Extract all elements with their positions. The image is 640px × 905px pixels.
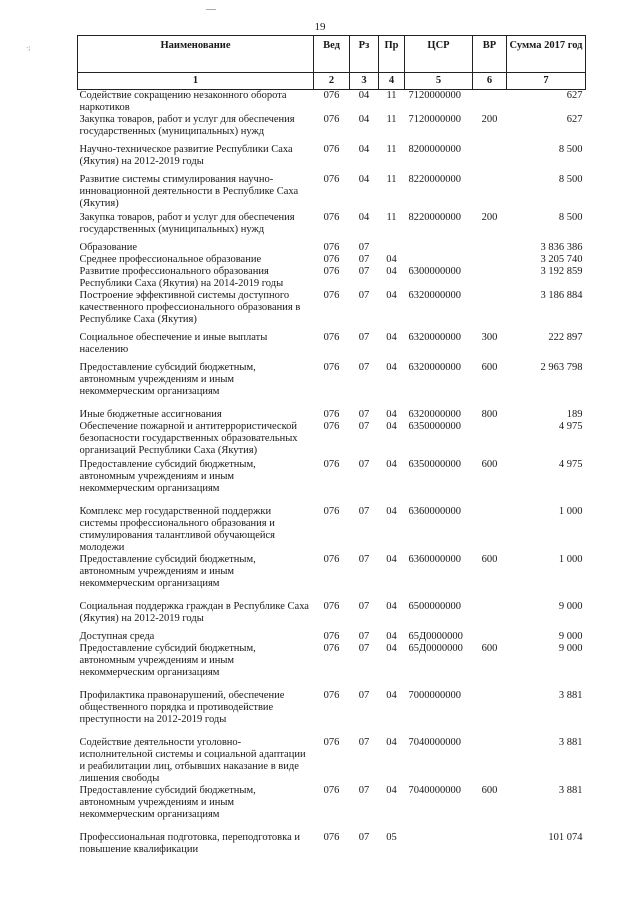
row-rz: 07	[358, 409, 370, 420]
row-sum: 8 500	[558, 174, 583, 185]
row-csr: 6360000000	[408, 506, 461, 517]
row-csr: 7120000000	[408, 90, 461, 101]
header-pr: Пр	[379, 36, 405, 73]
row-csr	[405, 254, 473, 266]
row-csr: 7000000000	[408, 690, 461, 701]
row-pr: 04	[386, 254, 397, 265]
row-vr	[473, 631, 507, 643]
row-csr: 65Д0000000	[408, 631, 463, 642]
row-sum: 222 897	[548, 332, 583, 343]
row-sum: 4 975	[558, 459, 583, 470]
row-sum: 189	[566, 409, 583, 420]
table-row	[78, 421, 586, 459]
row-csr: 7040000000	[408, 785, 461, 796]
row-name: Обеспечение пожарной и антитеррористической безопасности государственных образовательных организаций Республики Саха (Якутия)	[79, 421, 298, 456]
row-vr: 600	[481, 362, 498, 373]
row-csr: 65Д0000000	[408, 643, 463, 654]
row-name: Профилактика правонарушений, обеспечение общественного порядка и противодействие преступности на 2012-2019 годы	[79, 690, 285, 725]
row-csr: 7040000000	[408, 737, 461, 748]
row-pr: 04	[386, 421, 397, 432]
row-ved: 076	[323, 332, 340, 343]
row-name: Развитие системы стимулирования научно-инновационной деятельности в Республике Саха (Якутия)	[79, 174, 299, 209]
row-csr: 8200000000	[408, 144, 461, 155]
row-vr	[473, 690, 507, 737]
row-rz: 04	[358, 174, 370, 185]
row-rz: 07	[358, 290, 370, 301]
table-row	[78, 785, 586, 832]
row-vr: 200	[481, 212, 498, 223]
row-name: Социальная поддержка граждан в Республике Саха (Якутия) на 2012-2019 годы	[79, 601, 309, 624]
header-ved: Вед	[314, 36, 350, 73]
row-pr: 04	[386, 737, 397, 748]
row-pr: 04	[386, 332, 397, 343]
row-sum: 3 881	[558, 690, 583, 701]
margin-mark: ·;	[26, 44, 31, 52]
row-rz: 07	[358, 332, 370, 343]
column-number: 4	[379, 73, 405, 90]
row-ved: 076	[323, 643, 340, 654]
row-vr: 200	[481, 114, 498, 125]
row-ved: 076	[323, 212, 340, 223]
row-rz: 07	[358, 254, 370, 265]
table-row	[78, 631, 586, 643]
table-row	[78, 409, 586, 421]
table-row	[78, 362, 586, 409]
row-ved: 076	[323, 421, 340, 432]
row-sum: 627	[566, 90, 583, 101]
table-row	[78, 554, 586, 601]
table-row	[78, 144, 586, 174]
row-sum: 9 000	[558, 601, 583, 612]
row-rz: 07	[358, 601, 370, 612]
row-vr	[473, 601, 507, 631]
row-rz: 07	[358, 506, 370, 517]
table-row	[78, 114, 586, 144]
row-vr	[473, 290, 507, 332]
row-ved: 076	[323, 409, 340, 420]
table-row	[78, 332, 586, 362]
row-name: Предоставление субсидий бюджетным, автономным учреждениям и иным некоммерческим организациям	[79, 643, 256, 678]
column-number: 5	[405, 73, 473, 90]
row-vr: 600	[481, 785, 498, 796]
table-row	[78, 690, 586, 737]
row-ved: 076	[323, 459, 340, 470]
row-pr: 11	[386, 114, 397, 125]
row-vr: 300	[481, 332, 498, 343]
row-rz: 07	[358, 266, 370, 277]
row-pr: 11	[386, 174, 397, 185]
row-csr: 6320000000	[408, 290, 461, 301]
row-csr: 6320000000	[408, 332, 461, 343]
header-vr: ВР	[473, 36, 507, 73]
table-row	[78, 212, 586, 242]
row-rz: 04	[358, 90, 370, 101]
row-vr	[473, 90, 507, 115]
row-vr: 600	[481, 554, 498, 565]
row-sum: 9 000	[558, 643, 583, 654]
row-rz: 07	[358, 832, 370, 843]
table-row	[78, 737, 586, 785]
row-ved: 076	[323, 290, 340, 301]
row-ved: 076	[323, 506, 340, 517]
row-name: Закупка товаров, работ и услуг для обеспечения государственных (муниципальных) нужд	[79, 212, 295, 235]
row-sum: 3 186 884	[540, 290, 583, 301]
top-scan-mark	[206, 9, 216, 10]
row-pr: 04	[386, 690, 397, 701]
column-number: 2	[314, 73, 350, 90]
header-rz: Рз	[350, 36, 379, 73]
column-number: 1	[78, 73, 314, 90]
row-vr	[473, 832, 507, 856]
row-name: Предоставление субсидий бюджетным, автономным учреждениям и иным некоммерческим организациям	[79, 362, 256, 397]
table-row	[78, 459, 586, 506]
row-ved: 076	[323, 737, 340, 748]
table-row	[78, 290, 586, 332]
row-ved: 076	[323, 114, 340, 125]
row-pr: 04	[386, 409, 397, 420]
table-row	[78, 266, 586, 290]
column-number: 7	[507, 73, 586, 90]
table-row	[78, 90, 586, 115]
row-sum: 2 963 798	[540, 362, 583, 373]
row-rz: 04	[358, 144, 370, 155]
row-pr: 11	[386, 90, 397, 101]
row-sum: 1 000	[558, 554, 583, 565]
row-name: Научно-техническое развитие Республики Саха (Якутия) на 2012-2019 годы	[79, 144, 293, 167]
row-csr: 8220000000	[408, 212, 461, 223]
table-row	[78, 601, 586, 631]
row-csr: 6350000000	[408, 459, 461, 470]
row-ved: 076	[323, 631, 340, 642]
header-csr: ЦСР	[405, 36, 473, 73]
row-sum: 3 881	[558, 785, 583, 796]
row-ved: 076	[323, 266, 340, 277]
row-sum: 101 074	[548, 832, 583, 843]
row-pr: 04	[386, 601, 397, 612]
row-csr: 6320000000	[408, 362, 461, 373]
row-name: Построение эффективной системы доступного качественного профессионального образования в Республике Саха (Якутия)	[79, 290, 301, 325]
row-sum: 627	[566, 114, 583, 125]
row-vr	[473, 174, 507, 212]
row-rz: 07	[358, 554, 370, 565]
row-csr: 8220000000	[408, 174, 461, 185]
column-number-row	[78, 73, 586, 90]
table-row	[78, 643, 586, 690]
row-pr: 04	[386, 631, 397, 642]
row-ved: 076	[323, 785, 340, 796]
row-name: Профессиональная подготовка, переподготовка и повышение квалификации	[79, 832, 300, 855]
row-ved: 076	[323, 242, 340, 253]
row-rz: 07	[358, 459, 370, 470]
row-name: Доступная среда	[79, 631, 155, 642]
row-pr: 04	[386, 362, 397, 373]
row-csr: 6360000000	[408, 554, 461, 565]
row-csr: 6500000000	[408, 601, 461, 612]
row-pr: 11	[386, 144, 397, 155]
row-sum: 8 500	[558, 212, 583, 223]
row-pr: 04	[386, 643, 397, 654]
row-pr	[379, 242, 405, 254]
row-pr: 11	[386, 212, 397, 223]
row-rz: 07	[358, 362, 370, 373]
row-rz: 07	[358, 785, 370, 796]
column-number: 6	[473, 73, 507, 90]
row-ved: 076	[323, 362, 340, 373]
row-name: Образование	[79, 242, 138, 253]
table-row	[78, 832, 586, 856]
row-rz: 07	[358, 421, 370, 432]
row-name: Предоставление субсидий бюджетным, автономным учреждениям и иным некоммерческим организациям	[79, 459, 256, 494]
row-csr	[405, 832, 473, 856]
row-ved: 076	[323, 601, 340, 612]
row-name: Содействие сокращению незаконного оборота наркотиков	[79, 90, 287, 113]
row-pr: 04	[386, 266, 397, 277]
row-ved: 076	[323, 690, 340, 701]
row-rz: 04	[358, 212, 370, 223]
row-vr	[473, 242, 507, 254]
row-csr: 6320000000	[408, 409, 461, 420]
row-vr	[473, 506, 507, 554]
row-vr	[473, 144, 507, 174]
row-vr: 600	[481, 459, 498, 470]
row-pr: 04	[386, 459, 397, 470]
row-ved: 076	[323, 144, 340, 155]
row-sum: 3 192 859	[540, 266, 583, 277]
row-sum: 8 500	[558, 144, 583, 155]
row-ved: 076	[323, 554, 340, 565]
page-number: 19	[314, 21, 326, 33]
row-pr: 04	[386, 506, 397, 517]
row-sum: 1 000	[558, 506, 583, 517]
row-vr	[473, 254, 507, 266]
row-name: Иные бюджетные ассигнования	[79, 409, 222, 420]
row-rz: 07	[358, 737, 370, 748]
row-pr: 04	[386, 785, 397, 796]
row-name: Содействие деятельности уголовно-исполнительной системы и социальной адаптации и реабилитации лиц, отбывших наказание в виде лишения свободы	[79, 737, 306, 784]
row-name: Комплекс мер государственной поддержки системы профессионального образования и стимулирования талантливой обучающейся молодежи	[79, 506, 275, 553]
row-ved: 076	[323, 90, 340, 101]
row-name: Развитие профессионального образования Республики Саха (Якутия) на 2014-2019 годы	[79, 266, 284, 289]
row-sum: 9 000	[558, 631, 583, 642]
row-rz: 07	[358, 242, 370, 253]
row-sum: 3 881	[558, 737, 583, 748]
row-pr: 04	[386, 554, 397, 565]
row-name: Предоставление субсидий бюджетным, автономным учреждениям и иным некоммерческим организациям	[79, 554, 256, 589]
row-rz: 04	[358, 114, 370, 125]
table-body	[78, 90, 586, 857]
table-row	[78, 254, 586, 266]
row-csr	[405, 242, 473, 254]
row-vr: 800	[481, 409, 498, 420]
row-ved: 076	[323, 832, 340, 843]
row-rz: 07	[358, 631, 370, 642]
row-rz: 07	[358, 690, 370, 701]
row-csr: 6350000000	[408, 421, 461, 432]
row-rz: 07	[358, 643, 370, 654]
row-csr: 6300000000	[408, 266, 461, 277]
row-vr: 600	[481, 643, 498, 654]
row-vr	[473, 421, 507, 459]
row-name: Социальное обеспечение и иные выплаты населению	[79, 332, 268, 355]
row-name: Среднее профессиональное образование	[79, 254, 262, 265]
budget-table	[77, 35, 586, 856]
row-pr: 04	[386, 290, 397, 301]
header-sum: Сумма 2017 год	[507, 36, 586, 73]
table-row	[78, 174, 586, 212]
row-vr	[473, 266, 507, 290]
row-ved: 076	[323, 174, 340, 185]
table-row	[78, 506, 586, 554]
table-row	[78, 242, 586, 254]
row-name: Закупка товаров, работ и услуг для обеспечения государственных (муниципальных) нужд	[79, 114, 295, 137]
row-csr: 7120000000	[408, 114, 461, 125]
row-vr	[473, 737, 507, 785]
row-pr: 05	[386, 832, 397, 843]
row-sum: 3 205 740	[540, 254, 583, 265]
row-sum: 3 836 386	[540, 242, 583, 253]
header-name: Наименование	[78, 36, 314, 73]
row-sum: 4 975	[558, 421, 583, 432]
row-ved: 076	[323, 254, 340, 265]
column-number: 3	[350, 73, 379, 90]
row-name: Предоставление субсидий бюджетным, автономным учреждениям и иным некоммерческим организациям	[79, 785, 256, 820]
table-header-row	[78, 36, 586, 73]
